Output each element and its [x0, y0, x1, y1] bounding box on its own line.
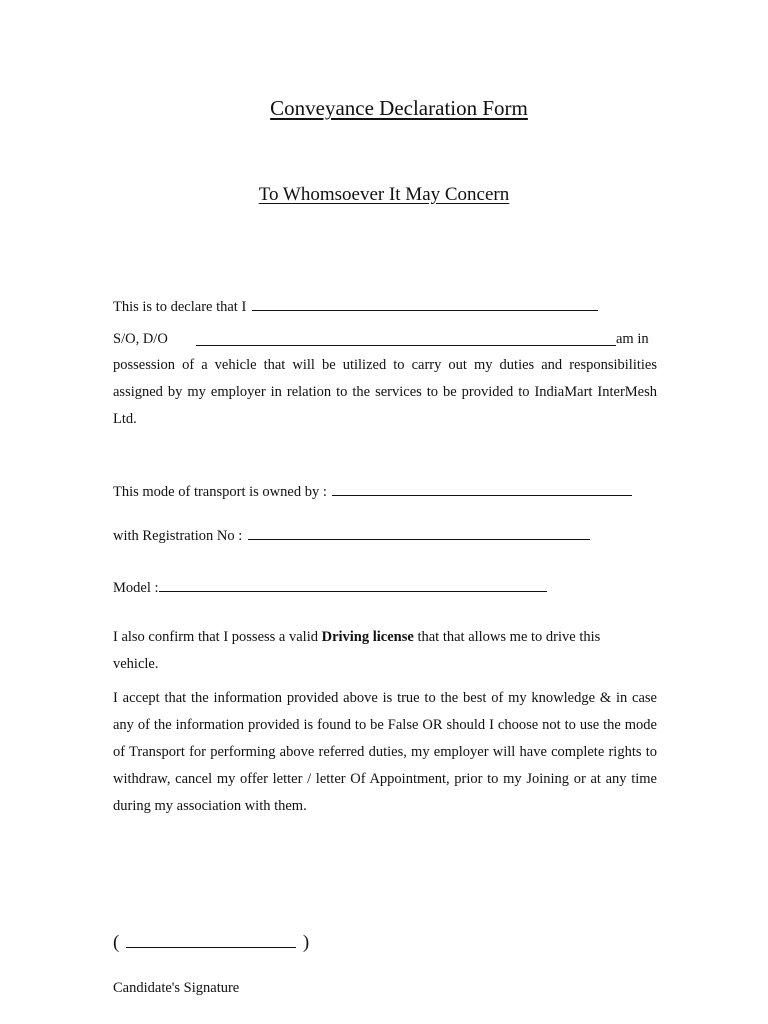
license-text-after: that that allows me to drive this vehicle. — [113, 629, 601, 672]
license-text-before: I also confirm that I possess a valid — [113, 629, 322, 645]
relation-suffix: am in — [616, 331, 649, 347]
signature-open-bracket: ( — [113, 932, 120, 953]
relation-line — [113, 331, 657, 348]
signature-field — [113, 930, 309, 954]
model-line — [113, 577, 547, 597]
declare-line — [113, 296, 598, 316]
driving-license-text: Driving license — [321, 629, 414, 645]
accept-paragraph: I accept that the information provided above is true to the best of my knowledge & in case any of the information provided is found to be False OR should I choose not to use the mode of Transport for performing above referred duties, my employer will have complete rights to withdraw, cancel my offer letter / letter Of Appointment, prior to my Joining or at any time during my association with them. — [113, 690, 657, 814]
license-paragraph — [113, 624, 633, 678]
owner-blank[interactable] — [332, 481, 632, 496]
registration-blank[interactable] — [248, 525, 590, 540]
owned-by-line — [113, 481, 632, 501]
parent-name-blank[interactable] — [196, 331, 616, 346]
form-subtitle: To Whomsoever It May Concern — [258, 184, 510, 205]
owned-by-label: This mode of transport is owned by : — [113, 484, 327, 500]
registration-label: with Registration No : — [113, 528, 243, 544]
signature-blank[interactable] — [126, 930, 296, 948]
name-blank[interactable] — [252, 296, 598, 311]
form-title: Conveyance Declaration Form — [270, 96, 528, 120]
signature-label: Candidate's Signature — [113, 980, 240, 996]
model-label: Model : — [113, 580, 159, 596]
registration-line — [113, 525, 590, 545]
declare-label: This is to declare that I — [113, 299, 247, 315]
model-blank[interactable] — [159, 577, 547, 592]
signature-close-bracket: ) — [302, 932, 310, 953]
relation-label: S/O, D/O — [113, 331, 168, 347]
possession-paragraph: possession of a vehicle that will be utilized to carry out my duties and responsibilities assigned by my employer in relation to the services to be provided to IndiaMart InterMesh Ltd. — [113, 357, 657, 427]
